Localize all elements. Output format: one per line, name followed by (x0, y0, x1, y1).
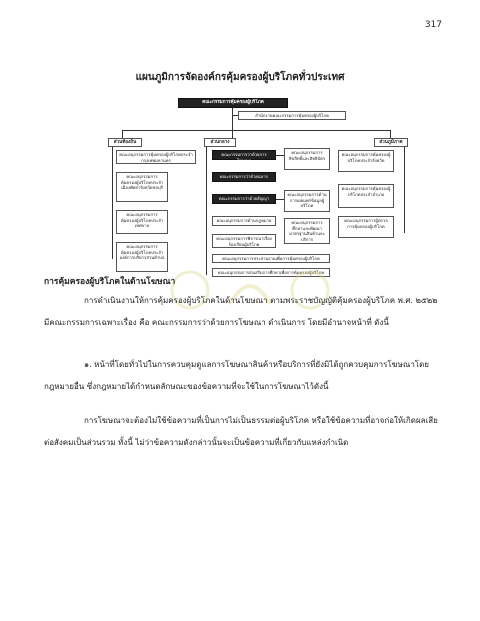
central-item: คณะอนุกรรมการด้านกฎหมาย (212, 216, 276, 226)
provincial-item: คณะอนุกรรมการผู้ตรวจการคุ้มครองผู้บริโภค (338, 216, 394, 238)
branch-regional-label: ส่วนท้องถิ่น (108, 138, 142, 147)
paragraph: การโฆษณาจะต้องไม่ใช้ข้อความที่เป็นการไม่เป็นธรรมต่อผู้บริโภค หรือใช้ข้อความที่อาจก่อให้เกิดผลเสียต่อสังคมเป็นส่วนรวม ทั้งนี้ ไม่ว่าข้อความดังกล่าวนั้นจะเป็นข้อความที่เกี่ยวกับแหล่งกำเนิด (44, 416, 438, 447)
org-chart (108, 92, 408, 280)
regional-item: คณะอนุกรรมการคุ้มครองผู้บริโภคประจำเทศบาล (116, 210, 168, 234)
paragraph: การดำเนินงานให้การคุ้มครองผู้บริโภคในด้านโฆษณา ตามพระราชบัญญัติคุ้มครองผู้บริโภค พ.ศ. ๒๕๒๒ มีคณะกรรมการเฉพาะเรื่อง คือ คณะกรรมการว่าด้วยการโฆษณา ดำเนินการ โดยมีอำนาจหน้าที่ ดังนี้ (44, 296, 438, 327)
provincial-item: คณะอนุกรรมการคุ้มครองผู้บริโภคประจำจังหวัด (338, 150, 394, 172)
regional-item: คณะอนุกรรมการคุ้มครองผู้บริโภคประจำองค์การบริหารส่วนตำบล (116, 242, 168, 272)
central-item: คณะกรรมการว่าด้วยฉลาก (212, 172, 276, 182)
central-sub-item: คณะอนุกรรมการศึกษาและพัฒนามาตรฐานสินค้าและบริการ (284, 218, 330, 244)
central-sub-item: คณะอนุกรรมการลิขสิทธิ์และสิทธิบัตร (284, 148, 330, 170)
central-item: คณะอนุกรรมการประสานงานเพื่อการคุ้มครองผู้บริโภค (212, 254, 330, 263)
page-title: แผนภูมิการจัดองค์กรคุ้มครองผู้บริโภคทั่วประเทศ (135, 72, 345, 83)
central-sub-item: คณะอนุกรรมการด้านการเผยแพร่ข้อมูลผู้บริโภค (284, 190, 330, 212)
regional-item: คณะอนุกรรมการคุ้มครองผู้บริโภคประจำกรุงเทพมหานคร (116, 150, 196, 164)
org-office-box: สำนักงานคณะกรรมการคุ้มครองผู้บริโภค (238, 111, 346, 120)
central-item: คณะอนุกรรมการพิจารณาเรื่องร้องเรียนผู้บริโภค (212, 234, 276, 248)
branch-central-label: ส่วนกลาง (204, 138, 236, 147)
paragraph: ๑. หน้าที่โดยทั่วไปในการควบคุมดูแลการโฆษณาสินค้าหรือบริการที่ยังมิได้ถูกควบคุมการโฆษณาโดยกฎหมายอื่น ซึ่งกฎหมายได้กำหนดลักษณะของข้อความที่จะใช้ในการโฆษณาไว้ดังนี้ (44, 360, 429, 391)
provincial-item: คณะอนุกรรมการคุ้มครองผู้บริโภคประจำอำเภอ (338, 184, 394, 208)
org-root-box: คณะกรรมการคุ้มครองผู้บริโภค (178, 98, 288, 108)
regional-item: คณะอนุกรรมการคุ้มครองผู้บริโภคประจำเมืองพัทยาจังหวัดชลบุรี (116, 172, 168, 202)
central-item: คณะอนุกรรมการส่งเสริมการศึกษาเพื่อการคุ้มครองผู้บริโภค (212, 268, 330, 277)
central-item: คณะกรรมการว่าด้วยการโฆษณา (212, 150, 276, 160)
central-item: คณะกรรมการว่าด้วยสัญญา (212, 194, 276, 204)
section-heading: การคุ้มครองผู้บริโภคในด้านโฆษณา (44, 277, 176, 287)
page-number: 317 (424, 20, 442, 30)
branch-provincial-label: ส่วนภูมิภาค (374, 138, 408, 147)
